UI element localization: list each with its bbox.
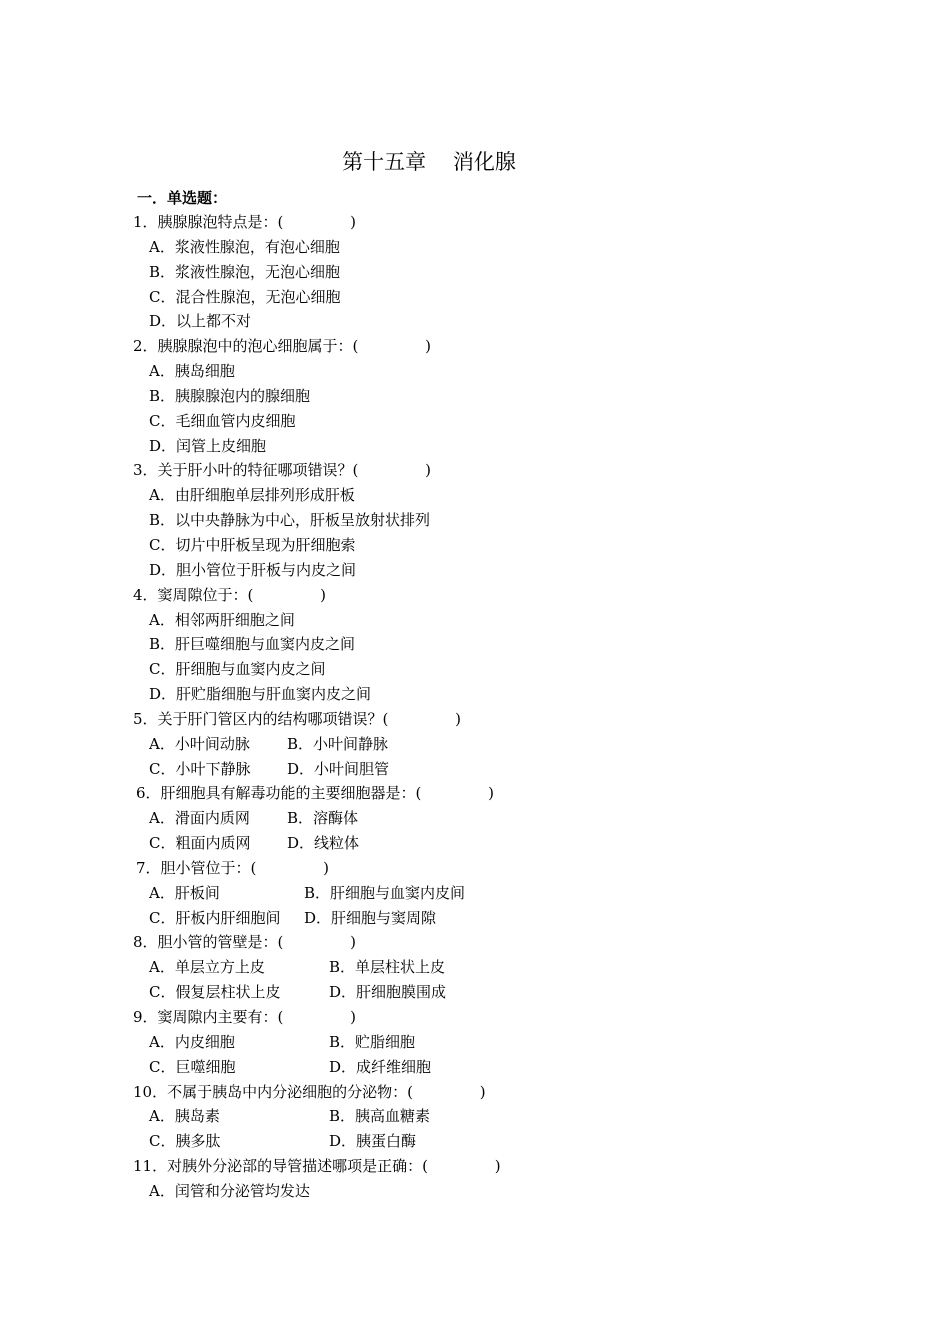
option: D．以上都不对 xyxy=(149,312,252,331)
chapter-title: 第十五章 消化腺 xyxy=(342,150,516,174)
option-row xyxy=(0,806,950,831)
question-stem: 5．关于肝门管区内的结构哪项错误？( ) xyxy=(133,709,462,728)
option: A．内皮细胞 xyxy=(149,1032,235,1051)
option-row xyxy=(0,881,950,906)
option: D．肝细胞膜围成 xyxy=(329,983,447,1002)
option: C．假复层柱状上皮 xyxy=(149,983,281,1002)
option: D．胰蛋白酶 xyxy=(329,1132,417,1151)
option: C．毛细血管内皮细胞 xyxy=(149,411,296,430)
option: B．小叶间静脉 xyxy=(287,734,389,753)
option-row xyxy=(0,831,950,856)
option: A．闰管和分泌管均发达 xyxy=(149,1181,310,1200)
option: A．浆液性腺泡，有泡心细胞 xyxy=(149,237,340,256)
question-stem: 2．胰腺腺泡中的泡心细胞属于：( ) xyxy=(133,337,432,356)
option: B．胰高血糖素 xyxy=(329,1107,431,1126)
question-stem: 11．对胰外分泌部的导管描述哪项是正确：( ) xyxy=(133,1157,501,1176)
option: C．巨噬细胞 xyxy=(149,1057,236,1076)
section-heading: 一．单选题： xyxy=(137,189,228,207)
option: B．以中央静脉为中心，肝板呈放射状排列 xyxy=(149,511,431,530)
option: D．闰管上皮细胞 xyxy=(149,436,267,455)
option-row xyxy=(0,906,950,931)
option: C．混合性腺泡，无泡心细胞 xyxy=(149,287,341,306)
option: A．胰岛素 xyxy=(149,1107,220,1126)
option-row xyxy=(0,1129,950,1154)
question-stem: 6．肝细胞具有解毒功能的主要细胞器是：( ) xyxy=(136,784,495,803)
option: B．单层柱状上皮 xyxy=(329,958,446,977)
option: A．胰岛细胞 xyxy=(149,362,235,381)
option: D．肝贮脂细胞与肝血窦内皮之间 xyxy=(149,685,372,704)
option: A．肝板间 xyxy=(149,883,220,902)
option-row xyxy=(0,980,950,1005)
option: C．肝细胞与血窦内皮之间 xyxy=(149,660,326,679)
option: B．肝细胞与血窦内皮间 xyxy=(304,883,466,902)
option: C．小叶下静脉 xyxy=(149,759,251,778)
option: A．小叶间动脉 xyxy=(149,734,250,753)
option: A．单层立方上皮 xyxy=(149,958,265,977)
question-stem: 1．胰腺腺泡特点是：( ) xyxy=(133,213,357,231)
option-row xyxy=(0,955,950,980)
option-row xyxy=(0,1055,950,1080)
option: C．切片中肝板呈现为肝细胞索 xyxy=(149,535,356,554)
question-list xyxy=(0,210,950,1204)
option: B．胰腺腺泡内的腺细胞 xyxy=(149,386,311,405)
question-stem: 7．胆小管位于：( ) xyxy=(136,858,330,877)
question-stem: 10．不属于胰岛中内分泌细胞的分泌物：( ) xyxy=(133,1082,486,1101)
question-stem: 9．窦周隙内主要有：( ) xyxy=(133,1008,357,1026)
option: B．贮脂细胞 xyxy=(329,1032,416,1051)
option: D．胆小管位于肝板与内皮之间 xyxy=(149,560,357,579)
option: D．小叶间胆管 xyxy=(287,759,390,778)
option: C．粗面内质网 xyxy=(149,834,251,853)
option: C．胰多肽 xyxy=(149,1132,221,1151)
option: D．肝细胞与窦周隙 xyxy=(304,908,437,927)
option: D．线粒体 xyxy=(287,834,360,853)
option-row xyxy=(0,1030,950,1055)
option: A．滑面内质网 xyxy=(149,809,250,828)
option: C．肝板内肝细胞间 xyxy=(149,908,281,927)
option: A．由肝细胞单层排列形成肝板 xyxy=(149,486,355,505)
option: B．溶酶体 xyxy=(287,809,359,828)
option: B．浆液性腺泡，无泡心细胞 xyxy=(149,262,341,281)
question-stem: 8．胆小管的管壁是：( ) xyxy=(133,933,357,952)
question-stem: 3．关于肝小叶的特征哪项错误？( ) xyxy=(133,461,432,480)
question-stem: 4．窦周隙位于：( ) xyxy=(133,585,327,604)
option-row xyxy=(0,732,950,757)
option: B．肝巨噬细胞与血窦内皮之间 xyxy=(149,635,356,654)
option: D．成纤维细胞 xyxy=(329,1057,432,1076)
option-row xyxy=(0,757,950,782)
option: A．相邻两肝细胞之间 xyxy=(149,610,295,629)
option-row xyxy=(0,1104,950,1129)
